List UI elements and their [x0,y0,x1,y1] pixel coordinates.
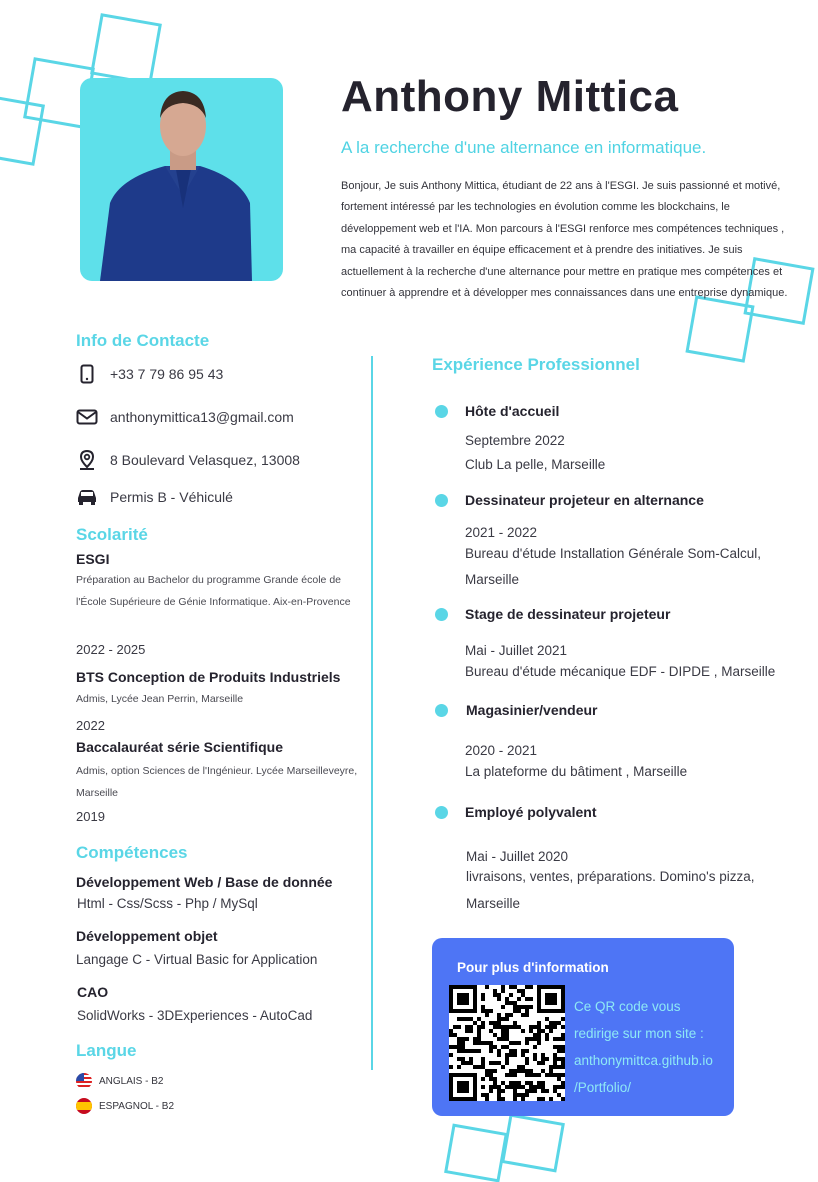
job-employer: Marseille [465,572,520,587]
job-title: Magasinier/vendeur [466,702,598,718]
qr-heading: Pour plus d'information [457,960,609,975]
education-item-title: ESGI [76,551,110,567]
skill-detail: Html - Css/Scss - Php / MySql [77,896,258,911]
qr-description [574,993,739,1101]
skill-title: Développement objet [76,928,218,944]
timeline-dot [435,405,448,418]
decorative-square [0,96,45,166]
decorative-square [501,1114,565,1173]
experience-section-title: Expérience Professionnel [432,355,640,374]
address-text: 8 Boulevard Velasquez, 13008 [110,452,300,468]
contact-license [76,486,233,508]
education-item-title: BTS Conception de Produits Industriels [76,669,341,685]
qr-site-link[interactable]: /Portfolio/ [574,1080,632,1095]
car-icon [76,486,98,508]
education-item-year: 2019 [76,809,105,824]
education-item-title: Baccalauréat série Scientifique [76,739,283,755]
phone-icon [76,363,98,385]
job-employer: Bureau d'étude Installation Générale Som-Calcul, [465,546,761,561]
timeline-dot [435,608,448,621]
mail-icon [76,406,98,428]
intro-paragraph: Bonjour, Je suis Anthony Mittica, étudiant de 22 ans à l'ESGI. Je suis passionné et motivé, fortement intéressé par les technologies en évolution comme les blockchains, le développement web et l'IA. Mon parcours à l'ESGI renforce mes compétences techniques , ma capacité à travailler en équipe efficacement et à prendre des initiatives. Je suis actuellement à la recherche d'une alternance pour mettre en pratique mes compétences et continuer à apprendre et à développer mes connaissances dans une entreprise dynamique. [341,180,788,300]
skill-title: CAO [77,984,109,1000]
timeline-dot [435,494,448,507]
job-employer: La plateforme du bâtiment , Marseille [465,764,688,779]
headline: A la recherche d'une alternance en informatique. [341,138,707,157]
qr-code[interactable] [449,985,565,1101]
profile-photo [80,78,283,281]
education-item-description: Préparation au Bachelor du programme Grande école de l'École Supérieure de Génie Informatique. Aix-en-Provence [76,574,351,608]
column-divider [371,356,373,1070]
qr-text-line: redirige sur mon site : [574,1026,704,1041]
timeline-dot [435,704,448,717]
languages-section-title: Langue [76,1041,137,1060]
email-address[interactable]: anthonymittica13@gmail.com [110,409,294,425]
job-employer: Club La pelle, Marseille [465,457,606,472]
location-pin-icon [76,449,98,471]
decorative-square [444,1124,508,1182]
qr-site-link[interactable]: anthonymittca.github.io [574,1053,713,1068]
job-date: Mai - Juillet 2021 [465,643,568,658]
job-date: 2020 - 2021 [465,743,538,758]
qr-text-line: Ce QR code vous [574,999,681,1014]
job-date: 2021 - 2022 [465,525,538,540]
timeline-dot [435,806,448,819]
contact-address [76,449,300,471]
job-employer: livraisons, ventes, préparations. Domino's pizza, [466,869,755,884]
es-flag-icon [76,1098,92,1114]
job-title: Employé polyvalent [465,804,597,820]
skills-section-title: Compétences [76,843,188,862]
job-employer: Bureau d'étude mécanique EDF - DIPDE , Marseille [465,664,776,679]
education-item-year: 2022 - 2025 [76,642,146,657]
language-label: ESPAGNOL - B2 [99,1100,175,1112]
education-item-year: 2022 [76,718,105,733]
job-date: Mai - Juillet 2020 [466,849,569,864]
skill-title: Développement Web / Base de donnée [76,874,333,890]
contact-email [76,406,294,428]
phone-number[interactable]: +33 7 79 86 95 43 [110,366,224,382]
job-date: Septembre 2022 [465,433,565,448]
contact-phone [76,363,223,385]
education-item-description: Admis, Lycée Jean Perrin, Marseille [76,693,244,705]
job-title: Hôte d'accueil [465,403,560,419]
skill-detail: Langage C - Virtual Basic for Application [76,952,318,967]
language-item [76,1073,163,1089]
license-text: Permis B - Véhiculé [110,489,233,505]
language-item [76,1098,174,1114]
job-employer: Marseille [466,896,521,911]
education-section-title: Scolarité [76,525,148,544]
decorative-square [90,13,162,85]
candidate-name: Anthony Mittica [341,72,679,121]
job-title: Dessinateur projeteur en alternance [465,492,704,508]
decorative-square [685,295,754,363]
contact-section-title: Info de Contacte [76,331,210,350]
language-label: ANGLAIS - B2 [99,1075,164,1087]
skill-detail: SolidWorks - 3DExperiences - AutoCad [77,1008,313,1023]
education-item-description: Admis, option Sciences de l'Ingénieur. Lycée Marseilleveyre, Marseille [76,765,358,799]
job-title: Stage de dessinateur projeteur [465,606,671,622]
us-flag-icon [76,1073,92,1089]
